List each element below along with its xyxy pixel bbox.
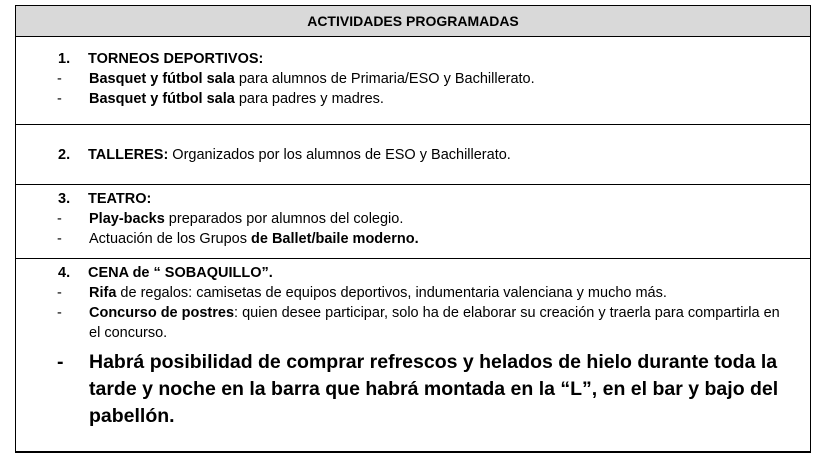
list-item xyxy=(16,283,810,303)
section-title-text: TORNEOS DEPORTIVOS: xyxy=(88,51,264,67)
section-title-description: Organizados por los alumnos de ESO y Bachillerato. xyxy=(168,147,511,163)
bullet-dash: - xyxy=(57,305,62,321)
table-title: ACTIVIDADES PROGRAMADAS xyxy=(307,13,519,29)
section-workshops xyxy=(16,125,810,185)
list-item xyxy=(16,229,810,249)
section-number: 3. xyxy=(58,191,71,207)
item-bold-text: Basquet y fútbol sala xyxy=(89,71,235,87)
section-title-text: TEATRO: xyxy=(88,191,152,207)
section-title xyxy=(16,49,810,69)
item-text: : quien desee participar, solo ha de elaborar su creación y traerla para compartirla en el concurso. xyxy=(89,305,780,341)
item-bold-text: de Ballet/baile moderno. xyxy=(251,231,419,247)
section-title xyxy=(16,263,810,283)
activities-table xyxy=(15,5,811,453)
bullet-dash: - xyxy=(57,285,62,301)
section-number: 2. xyxy=(58,147,71,163)
list-item xyxy=(16,69,810,89)
bullet-dash: - xyxy=(57,351,64,373)
highlight-text: Habrá posibilidad de comprar refrescos y helados de hielo durante toda la tarde y noche en la barra que habrá montada en la “L”, en el bar y bajo del pabellón. xyxy=(89,351,779,427)
section-number: 4. xyxy=(58,265,71,281)
bullet-dash: - xyxy=(57,71,62,87)
item-text: preparados por alumnos del colegio. xyxy=(164,211,404,227)
section-title-text: TALLERES: xyxy=(88,147,169,163)
item-bold-text: Rifa xyxy=(89,285,117,301)
item-text: para alumnos de Primaria/ESO y Bachillerato. xyxy=(234,71,535,87)
item-bold-text: Basquet y fútbol sala xyxy=(89,91,235,107)
item-text: de regalos: camisetas de equipos deportivos, indumentaria valenciana y mucho más. xyxy=(116,285,667,301)
table-header xyxy=(16,6,810,37)
bullet-dash: - xyxy=(57,91,62,107)
section-sports-tournaments xyxy=(16,37,810,125)
section-title-text: CENA de “ SOBAQUILLO”. xyxy=(88,265,273,281)
item-bold-text: Play-backs xyxy=(89,211,165,227)
section-number: 1. xyxy=(58,51,71,67)
section-title xyxy=(16,189,810,209)
list-item xyxy=(16,89,810,109)
list-item xyxy=(16,209,810,229)
section-title xyxy=(16,145,810,165)
section-theatre xyxy=(16,185,810,259)
bullet-dash: - xyxy=(57,211,62,227)
section-dinner xyxy=(16,259,810,451)
item-text: para padres y madres. xyxy=(234,91,384,107)
item-bold-text: Concurso de postres xyxy=(89,305,235,321)
item-text: Actuación de los Grupos xyxy=(89,231,252,247)
list-item xyxy=(16,303,810,343)
highlight-item xyxy=(16,349,810,430)
bullet-dash: - xyxy=(57,231,62,247)
